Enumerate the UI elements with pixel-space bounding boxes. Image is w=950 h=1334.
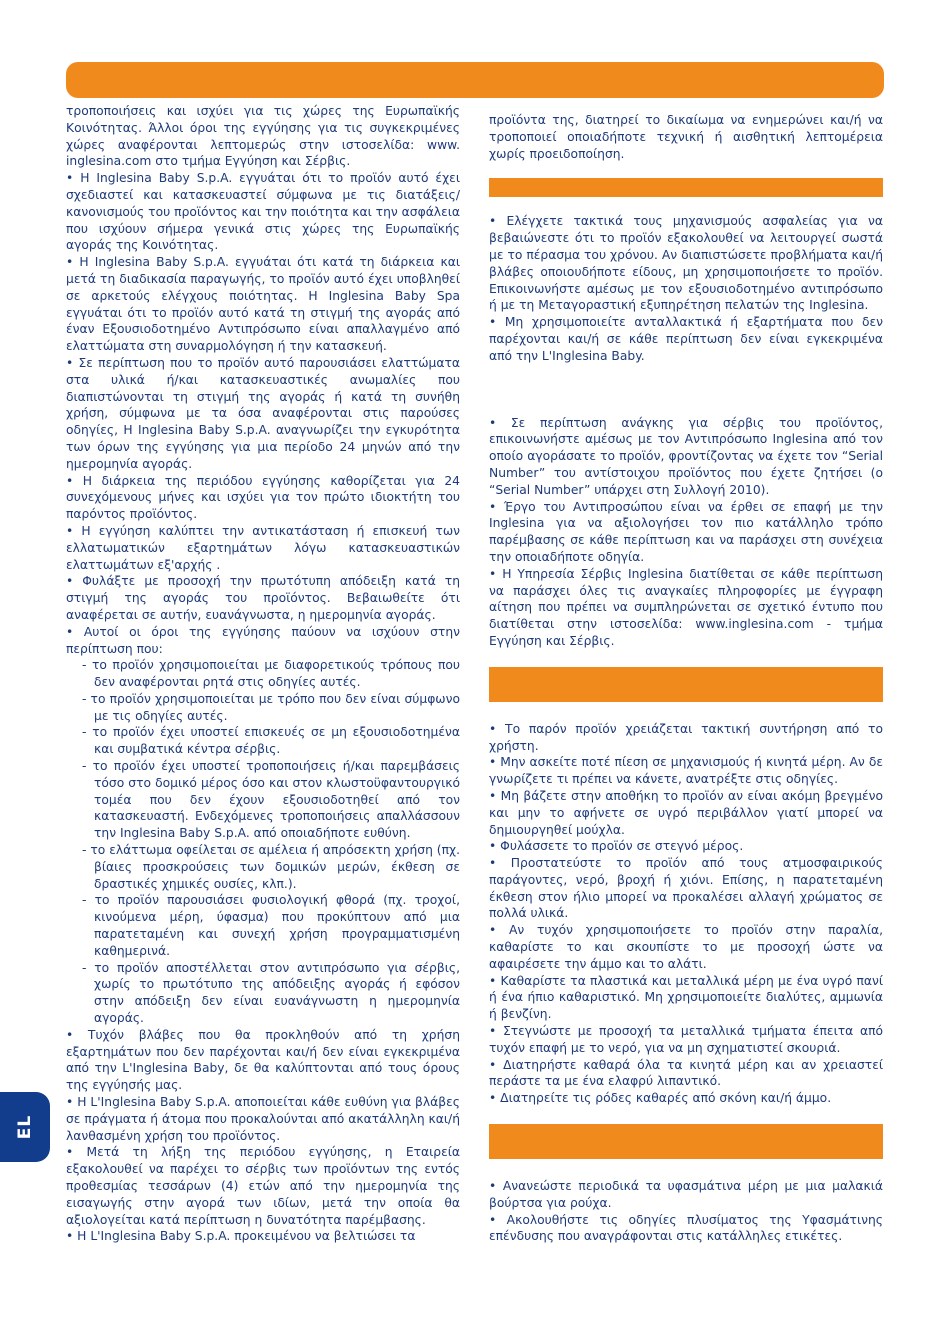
paragraph: • Η L'Inglesina Baby S.p.A. αποποιείται κάθε ευθύνη για βλάβες σε πράγματα ή άτομα που προκαλούνται από ακατάλληλη και/ή λανθασμένη χρήση του προϊόντος. bbox=[66, 1095, 460, 1143]
paragraph: • Προστατεύστε το προϊόν από τους ατμοσφαιρικούς παράγοντες, νερό, βροχή ή χιόνι. Επίσης, η παρατεταμένη έκθεση στον ήλιο μπορεί να προκαλέσει αλλαγή χρώματος σε πολλά υλικά. bbox=[489, 856, 883, 921]
paragraph: • Η L'Inglesina Baby S.p.A. προκειμένου να βελτιώσει τα bbox=[66, 1229, 416, 1244]
spacer bbox=[489, 365, 883, 415]
paragraph: • Μην ασκείτε ποτέ πίεση σε μηχανισμούς ή κινητά μέρη. Αν δε γνωρίζετε τι πρέπει να κάνετε, ανατρέξτε στις οδηγίες. bbox=[489, 755, 883, 787]
paragraph: • Η Υπηρεσία Σέρβις Inglesina διατίθεται σε κάθε περίπτωση να παράσχει όλες τις αναγκαίες πληροφορίες με έγγραφη αίτηση που πρέπει να συμπληρώνεται σε σχετικό έντυπο που διατίθεται στην ιστοσελίδα: www.inglesina.com - τμήμα Εγγύηση και Σέρβις. bbox=[489, 566, 883, 648]
spacer bbox=[489, 702, 883, 721]
paragraph: • Στεγνώστε με προσοχή τα μεταλλικά τμήματα έπειτα από τυχόν επαφή με το νερό, για να μη σχηματιστεί σκουριά. bbox=[489, 1024, 883, 1055]
sub-bullet-paragraph: - το προϊόν έχει υποστεί τροποποιήσεις ή/και παρεμβάσεις τόσο στο δομικό μέρος όσο και στον κλωστοϋφαντουργικό τομέα που δεν έχουν εξουσιοδοτηθεί από τον κατασκευαστή. Ενδεχόμενες τροποποιήσεις απαλλάσσουν την Inglesina Baby S.p.A. από οποιαδήποτε ευθύνη. bbox=[82, 759, 460, 841]
sub-bullet-paragraph: - το προϊόν έχει υποστεί επισκευές σε μη εξουσιοδοτημένα και συμβατικά κέντρα σέρβις. bbox=[82, 725, 460, 757]
paragraph: προϊόντα της, διατηρεί το δικαίωμα να ενημερώνει και/ή να τροποποιεί οποιαδήποτε τεχνική ή αισθητική λεπτομέρεια χωρίς προειδοποίηση. bbox=[489, 113, 883, 161]
paragraph: • Σε περίπτωση ανάγκης για σέρβις του προϊόντος, επικοινωνήστε αμέσως με τον Αντιπρόσωπο Inglesina από τον οποίο αγοράσατε το προϊόν, φροντίζοντας να έχετε τον “Serial Number” του αντίστοιχου προϊόντος που έχετε ζητήσει (ο “Serial Number” υπάρχει στη Συλλογή 2010). bbox=[489, 415, 883, 497]
sub-bullet-paragraph: - το ελάττωμα οφείλεται σε αμέλεια ή απρόσεκτη χρήση (πχ. βίαιες προσκρούσεις των δομικών μερών, έκθεση σε δραστικές χημικές ουσίες, κλπ.). bbox=[82, 843, 460, 891]
sub-bullet-paragraph: - το προϊόν αποστέλλεται στον αντιπρόσωπο για σέρβις, χωρίς το πρωτότυπο της απόδειξης αγοράς ή εφόσον στην απόδειξη δεν είναι ευανάγνωστη η ημερομηνία αγοράς. bbox=[82, 960, 460, 1026]
section-heading-bar bbox=[489, 1124, 883, 1159]
paragraph: • Μη χρησιμοποιείτε ανταλλακτικά ή εξαρτήματα που δεν παρέχονται και/ή σε κάθε περίπτωση δεν είναι εγκεκριμένα από την L'Inglesina Baby. bbox=[489, 315, 883, 363]
paragraph: • Διατηρήστε καθαρά όλα τα κινητά μέρη και αν χρειαστεί περάστε τα με ένα ελαφρύ λιπαντικό. bbox=[489, 1057, 883, 1089]
section-heading-bar bbox=[489, 178, 883, 197]
paragraph: • Μετά τη λήξη της περιόδου εγγύησης, η Εταιρεία εξακολουθεί να παρέχει το σέρβις των προϊόντων της εντός προθεσμίας τεσσάρων (4) ετών από την ημερομηνία της εισαγωγής στην αγορά των ιδίων, μετά την οποία θα αξιολογείται κατά περίπτωση η δυνατότητα παρέμβασης. bbox=[66, 1145, 460, 1227]
sub-bullet-paragraph: - το προϊόν χρησιμοποιείται με διαφορετικούς τρόπους που δεν αναφέρονται ρητά στις οδηγίες αυτές. bbox=[82, 658, 460, 690]
paragraph: • Ακολουθήστε τις οδηγίες πλυσίματος της Υφασμάτινης επένδυσης που αναγράφονται στις κατάλληλες ετικέτες. bbox=[489, 1212, 883, 1244]
sub-bullet-paragraph: - το προϊόν χρησιμοποιείται με τρόπο που δεν είναι σύμφωνο με τις οδηγίες αυτές. bbox=[82, 691, 460, 723]
paragraph: • Φυλάσσετε το προϊόν σε στεγνό μέρος. bbox=[489, 839, 744, 854]
paragraph: • Μη βάζετε στην αποθήκη το προϊόν αν είναι ακόμη βρεγμένο και μην το αφήνετε σε υγρό περιβάλλον γιατί μπορεί να δημιουργηθεί μούχλα. bbox=[489, 788, 883, 837]
paragraph: • Φυλάξτε με προσοχή την πρωτότυπη απόδειξη κατά τη στιγμή της αγοράς του προϊόντος. Βεβαιωθείτε ότι αναφέρεται σε αυτήν, ευανάγνωστα, η ημερομηνία αγοράς. bbox=[66, 574, 460, 622]
paragraph: • Η Inglesina Baby S.p.A. εγγυάται ότι το προϊόν αυτό έχει σχεδιαστεί και κατασκευαστεί σύμφωνα με τις διατάξεις/κανονισμούς του προϊόντος και την ποιότητα και την ασφάλεια που ισχύουν σήμερα γενικά στις χώρες της Ευρωπαϊκής αγοράς της Κοινότητας. bbox=[66, 171, 460, 253]
paragraph: • Το παρόν προϊόν χρειάζεται τακτική συντήρηση από το χρήστη. bbox=[489, 721, 883, 753]
left-text-column bbox=[66, 103, 460, 1245]
paragraph: • Σε περίπτωση που το προϊόν αυτό παρουσιάσει ελαττώματα στα υλικά ή/και κατασκευαστικές ανωμαλίες που διαπιστώνονται τη στιγμή της αγοράς ή κατά τη συνήθη χρήση, σύμφωνα με τα όσα αναφέρονται στις παρούσες οδηγίες, Η Inglesina Baby S.p.A. αναγνωρίζει την εγκυρότητα των όρων της εγγύησης για μια περίοδο 24 μηνών από την ημερομηνία αγοράς. bbox=[66, 355, 460, 471]
sub-bullet-paragraph: - το προϊόν παρουσιάσει φυσιολογική φθορά (πχ. τροχοί, κινούμενα μέρη, ύφασμα) που προκύπτουν από μια παρατεταμένη και συνεχή χρήση προγραμματισμένη καθημερινά. bbox=[82, 893, 460, 958]
paragraph: • Αν τυχόν χρησιμοποιήσετε το προϊόν στην παραλία, καθαρίστε το και σκουπίστε το με προσοχή ώστε να αφαιρέσετε την άμμο και το αλάτι. bbox=[489, 923, 883, 971]
paragraph: • Η Inglesina Baby S.p.A. εγγυάται ότι κατά τη διάρκεια και μετά τη διαδικασία παραγωγής, το προϊόν αυτό έχει υποβληθεί σε αρκετούς ελέγχους ποιότητας. Η Inglesina Baby Spa εγγυάται ότι το προϊόν αυτό κατά τη στιγμή της αγοράς από έναν Εξουσιοδοτημένο Αντιπρόσωπο είναι απαλλαγμένο από ελαττώματα στη συναρμολόγηση ή την κατασκευή. bbox=[66, 255, 460, 354]
paragraph: • Ελέγχετε τακτικά τους μηχανισμούς ασφαλείας για να βεβαιώνεστε ότι το προϊόν εξακολουθεί να λειτουργεί σωστά με το πέρασμα του χρόνου. Αν διαπιστώσετε προβλήματα και/ή βλάβες οποιουδήποτε είδους, μη χρησιμοποιήσετε το προϊόν. Επικοινωνήστε αμέσως με τον εξουσιοδοτημένο αντιπρόσωπο ή με τη Μεταγοραστική εξυπηρέτηση πελατών της Inglesina. bbox=[489, 214, 883, 313]
section-heading-bar bbox=[489, 667, 883, 702]
paragraph: • Τυχόν βλάβες που θα προκληθούν από τη χρήση εξαρτημάτων που δεν παρέχονται και/ή δεν είναι εγκεκριμένα από την L'Inglesina Baby, δε θα καλύπτονται από τους όρους της εγγύησής μας. bbox=[66, 1027, 460, 1093]
language-label: EL bbox=[15, 1114, 35, 1140]
language-tab bbox=[0, 1092, 50, 1162]
header-band bbox=[66, 62, 884, 98]
paragraph: • Διατηρείτε τις ρόδες καθαρές από σκόνη και/ή άμμο. bbox=[489, 1091, 832, 1106]
paragraph: • Η διάρκεια της περιόδου εγγύησης καθορίζεται για 24 συνεχόμενους μήνες και ισχύει για τον πρώτο ιδιοκτήτη του παρόντος προϊόντος. bbox=[66, 473, 460, 522]
paragraph: τροποποιήσεις και ισχύει για τις χώρες της Ευρωπαϊκής Κοινότητας. Άλλοι όροι της εγγύησης για τις συγκεκριμένες χώρες αναφέρονται λεπτομερώς στην ιστοσελίδα: www. inglesina.com στο τμήμα Εγγύηση και Σέρβις. bbox=[66, 104, 460, 169]
right-text-column bbox=[489, 112, 883, 1245]
spacer bbox=[489, 1159, 883, 1178]
paragraph: • Η εγγύηση καλύπτει την αντικατάσταση ή επισκευή των ελλατωματικών εξαρτημάτων λόγω κατασκευαστικών ελαττωμάτων εξ'αρχής . bbox=[66, 523, 460, 572]
paragraph: • Ανανεώστε περιοδικά τα υφασμάτινα μέρη με μια μαλακιά βούρτσα για ρούχα. bbox=[489, 1179, 883, 1210]
paragraph: • Καθαρίστε τα πλαστικά και μεταλλικά μέρη με ένα υγρό πανί ή ένα ήπιο καθαριστικό. Μη χρησιμοποιείτε διαλύτες, αμμωνία ή βενζίνη. bbox=[489, 973, 883, 1022]
spacer bbox=[489, 197, 883, 213]
paragraph: • Έργο του Αντιπροσώπου είναι να έρθει σε επαφή με την Inglesina για να αξιολογήσει τον πιο κατάλληλο τρόπο παρέμβασης σε κάθε περίπτωση και να παράσχει στη συνέχεια την οποιαδήποτε οδηγία. bbox=[489, 499, 883, 564]
paragraph: • Αυτοί οι όροι της εγγύησης παύουν να ισχύουν στην περίπτωση που: bbox=[66, 624, 460, 656]
